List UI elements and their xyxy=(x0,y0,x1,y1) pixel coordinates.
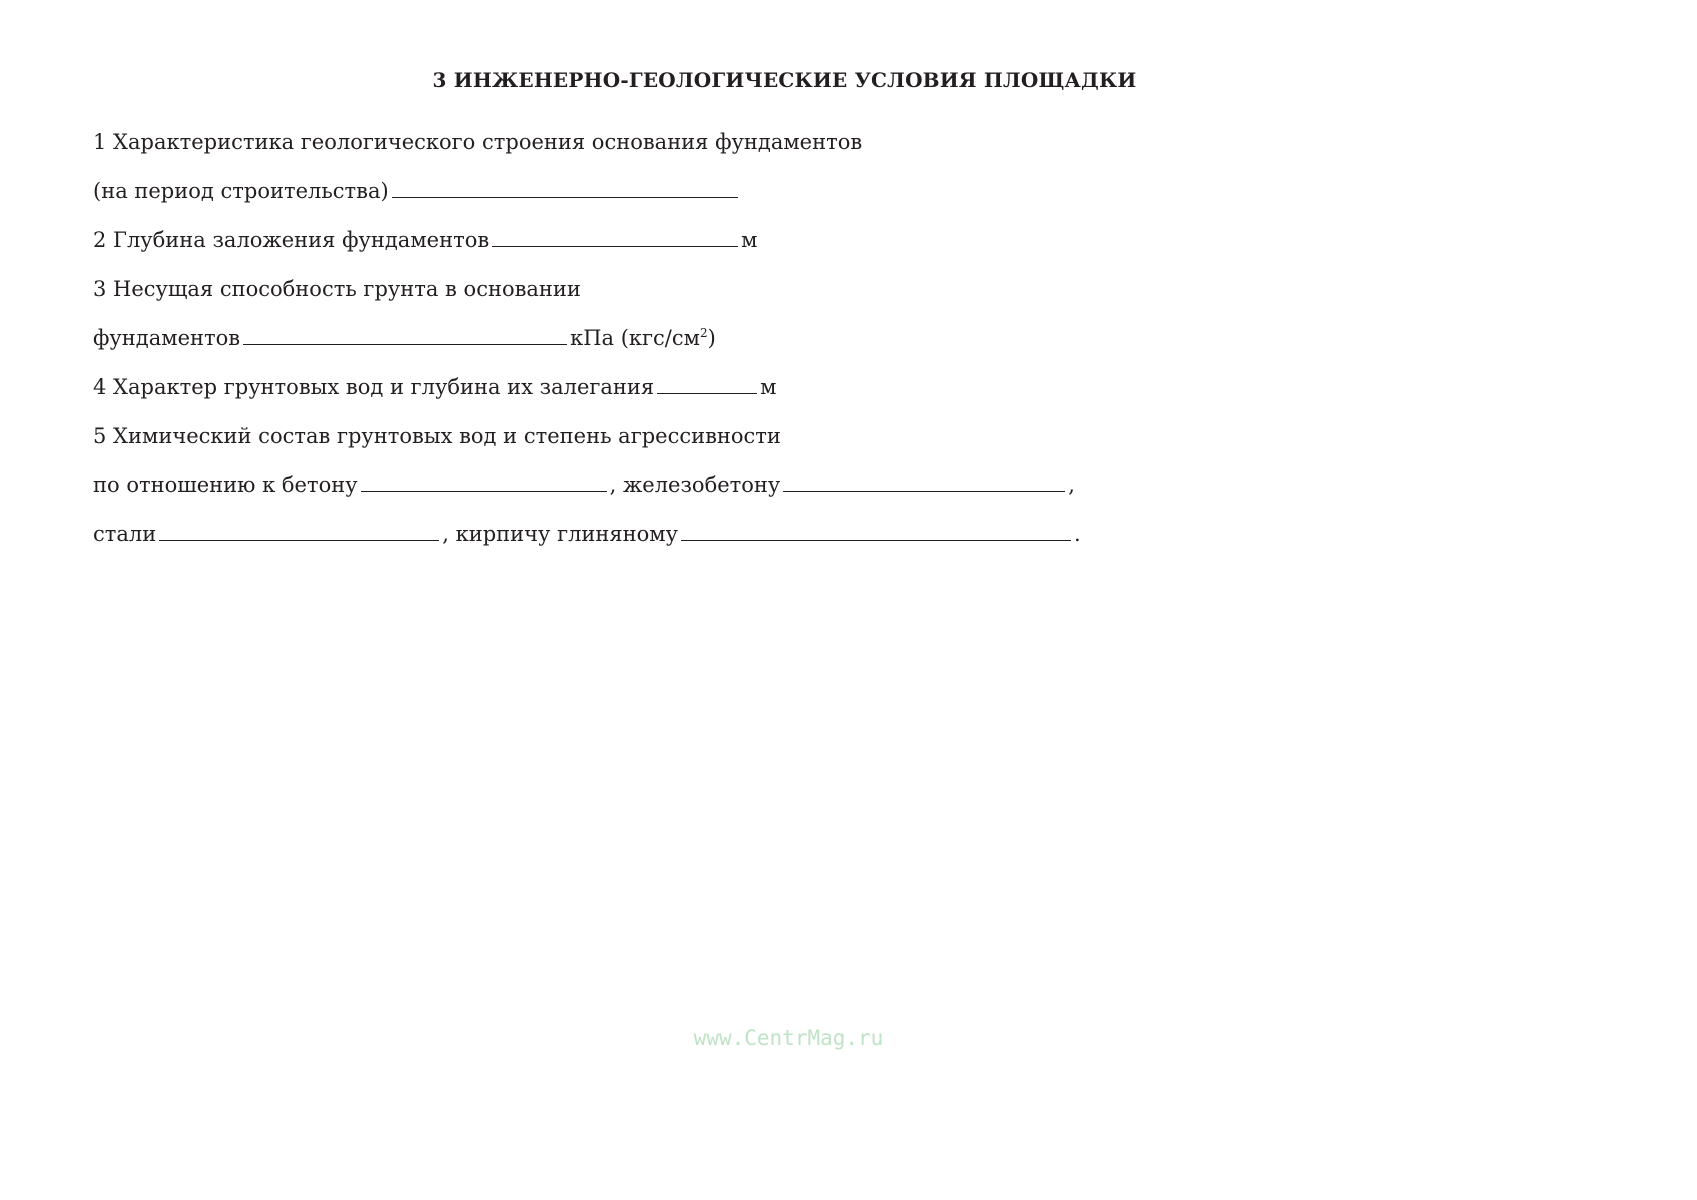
item-4-line: 4 Характер грунтовых вод и глубина их залегания м xyxy=(93,375,777,399)
geology-blank-field[interactable] xyxy=(392,177,738,198)
item-5-line-3: стали , кирпичу глиняному . xyxy=(93,522,1081,546)
steel-aggressiveness-blank-field[interactable] xyxy=(159,520,439,541)
item-5-line-2: по отношению к бетону , железобетону , xyxy=(93,473,1075,497)
section-title xyxy=(0,68,1697,92)
item-1-line-2: (на период строительства) xyxy=(93,177,741,205)
item-5-line-1: 5 Химический состав грунтовых вод и степень агрессивности xyxy=(93,424,781,448)
reinforced-concrete-aggressiveness-blank-field[interactable] xyxy=(783,471,1065,492)
bearing-capacity-blank-field[interactable] xyxy=(243,324,567,345)
watermark: www.CentrMag.ru xyxy=(693,1026,884,1050)
concrete-aggressiveness-blank-field[interactable] xyxy=(361,471,607,492)
section-title-text: 3 ИНЖЕНЕРНО-ГЕОЛОГИЧЕСКИЕ УСЛОВИЯ ПЛОЩАДКИ xyxy=(432,68,1137,92)
clay-brick-aggressiveness-blank-field[interactable] xyxy=(681,520,1071,541)
groundwater-depth-blank-field[interactable] xyxy=(657,373,757,394)
item-1-line-1: 1 Характеристика геологического строения основания фундаментов xyxy=(93,130,863,154)
item-3-line-1: 3 Несущая способность грунта в основании xyxy=(93,277,581,301)
item-3-line-2: фундаментов кПа $(кгс/см^2)$ xyxy=(93,326,716,350)
item-2-line: 2 Глубина заложения фундаментов м xyxy=(93,228,758,252)
foundation-depth-blank-field[interactable] xyxy=(492,226,738,247)
